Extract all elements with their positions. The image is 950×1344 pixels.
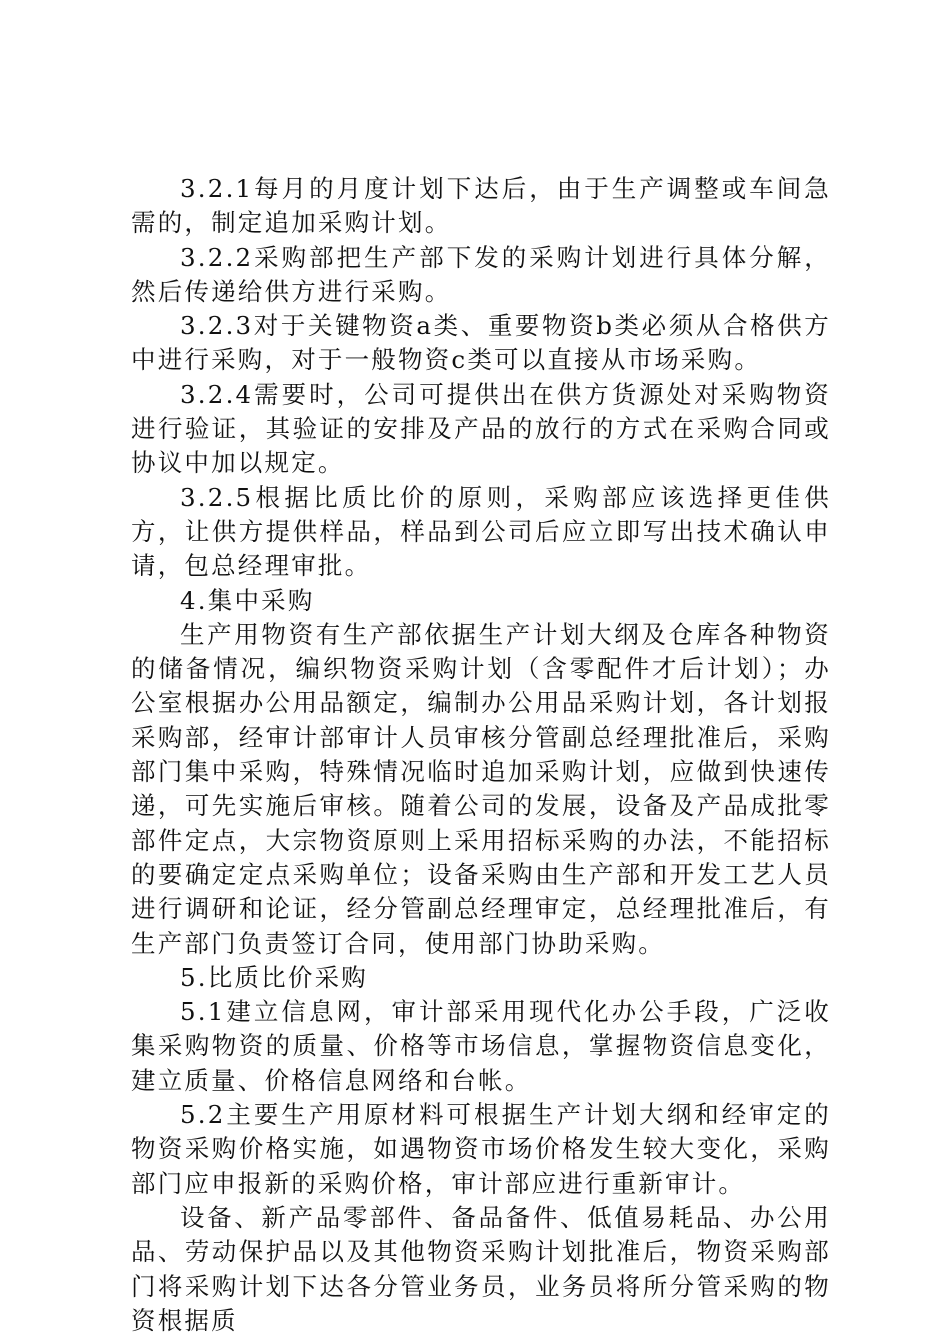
paragraph-equipment-procurement: 设备、新产品零部件、备品备件、低值易耗品、办公用品、劳动保护品以及其他物资采购计划批准后，物资采购部门将采购计划下达各分管业务员，业务员将所分管采购的物资根据质 <box>131 1202 831 1335</box>
paragraph-5-1: 5.1建立信息网，审计部采用现代化办公手段，广泛收集采购物资的质量、价格等市场信息，掌握物资信息变化，建立质量、价格信息网络和台帐。 <box>131 997 831 1095</box>
paragraph-3-2-3: 3.2.3对于关键物资a类、重要物资b类必须从合格供方中进行采购，对于一般物资c类可以直接从市场采购。 <box>131 311 831 375</box>
section-heading-price-comparison: 5.比质比价采购 <box>180 962 368 992</box>
paragraph-3-2-4: 3.2.4需要时，公司可提供出在供方货源处对采购物资进行验证，其验证的安排及产品的放行的方式在采购合同或协议中加以规定。 <box>131 379 831 478</box>
paragraph-3-2-1: 3.2.1每月的月度计划下达后，由于生产调整或车间急需的，制定追加采购计划。 <box>131 174 831 238</box>
section-heading-centralized-procurement: 4.集中采购 <box>180 585 315 615</box>
document-body <box>131 172 831 1338</box>
paragraph-3-2-2: 3.2.2采购部把生产部下发的采购计划进行具体分解，然后传递给供方进行采购。 <box>131 242 831 306</box>
paragraph-3-2-5: 3.2.5根据比质比价的原则，采购部应该选择更佳供方，让供方提供样品，样品到公司后应立即写出技术确认申请，包总经理审批。 <box>131 482 831 581</box>
paragraph-5-2: 5.2主要生产用原材料可根据生产计划大纲和经审定的物资采购价格实施，如遇物资市场价格发生较大变化，采购部门应申报新的采购价格，审计部应进行重新审计。 <box>131 1100 831 1198</box>
paragraph-centralized-procurement: 生产用物资有生产部依据生产计划大纲及仓库各种物资的储备情况，编织物资采购计划（含零配件才后计划）；办公室根据办公用品额定，编制办公用品采购计划，各计划报采购部，经审计部审计人员审核分管副总经理批准后，采购部门集中采购，特殊情况临时追加采购计划，应做到快速传递，可先实施后审核。随着公司的发展，设备及产品成批零部件定点，大宗物资原则上采用招标采购的办法，不能招标的要确定定点采购单位；设备采购由生产部和开发工艺人员进行调研和论证，经分管副总经理审定，总经理批准后，有生产部门负责签订合同，使用部门协助采购。 <box>131 619 831 958</box>
